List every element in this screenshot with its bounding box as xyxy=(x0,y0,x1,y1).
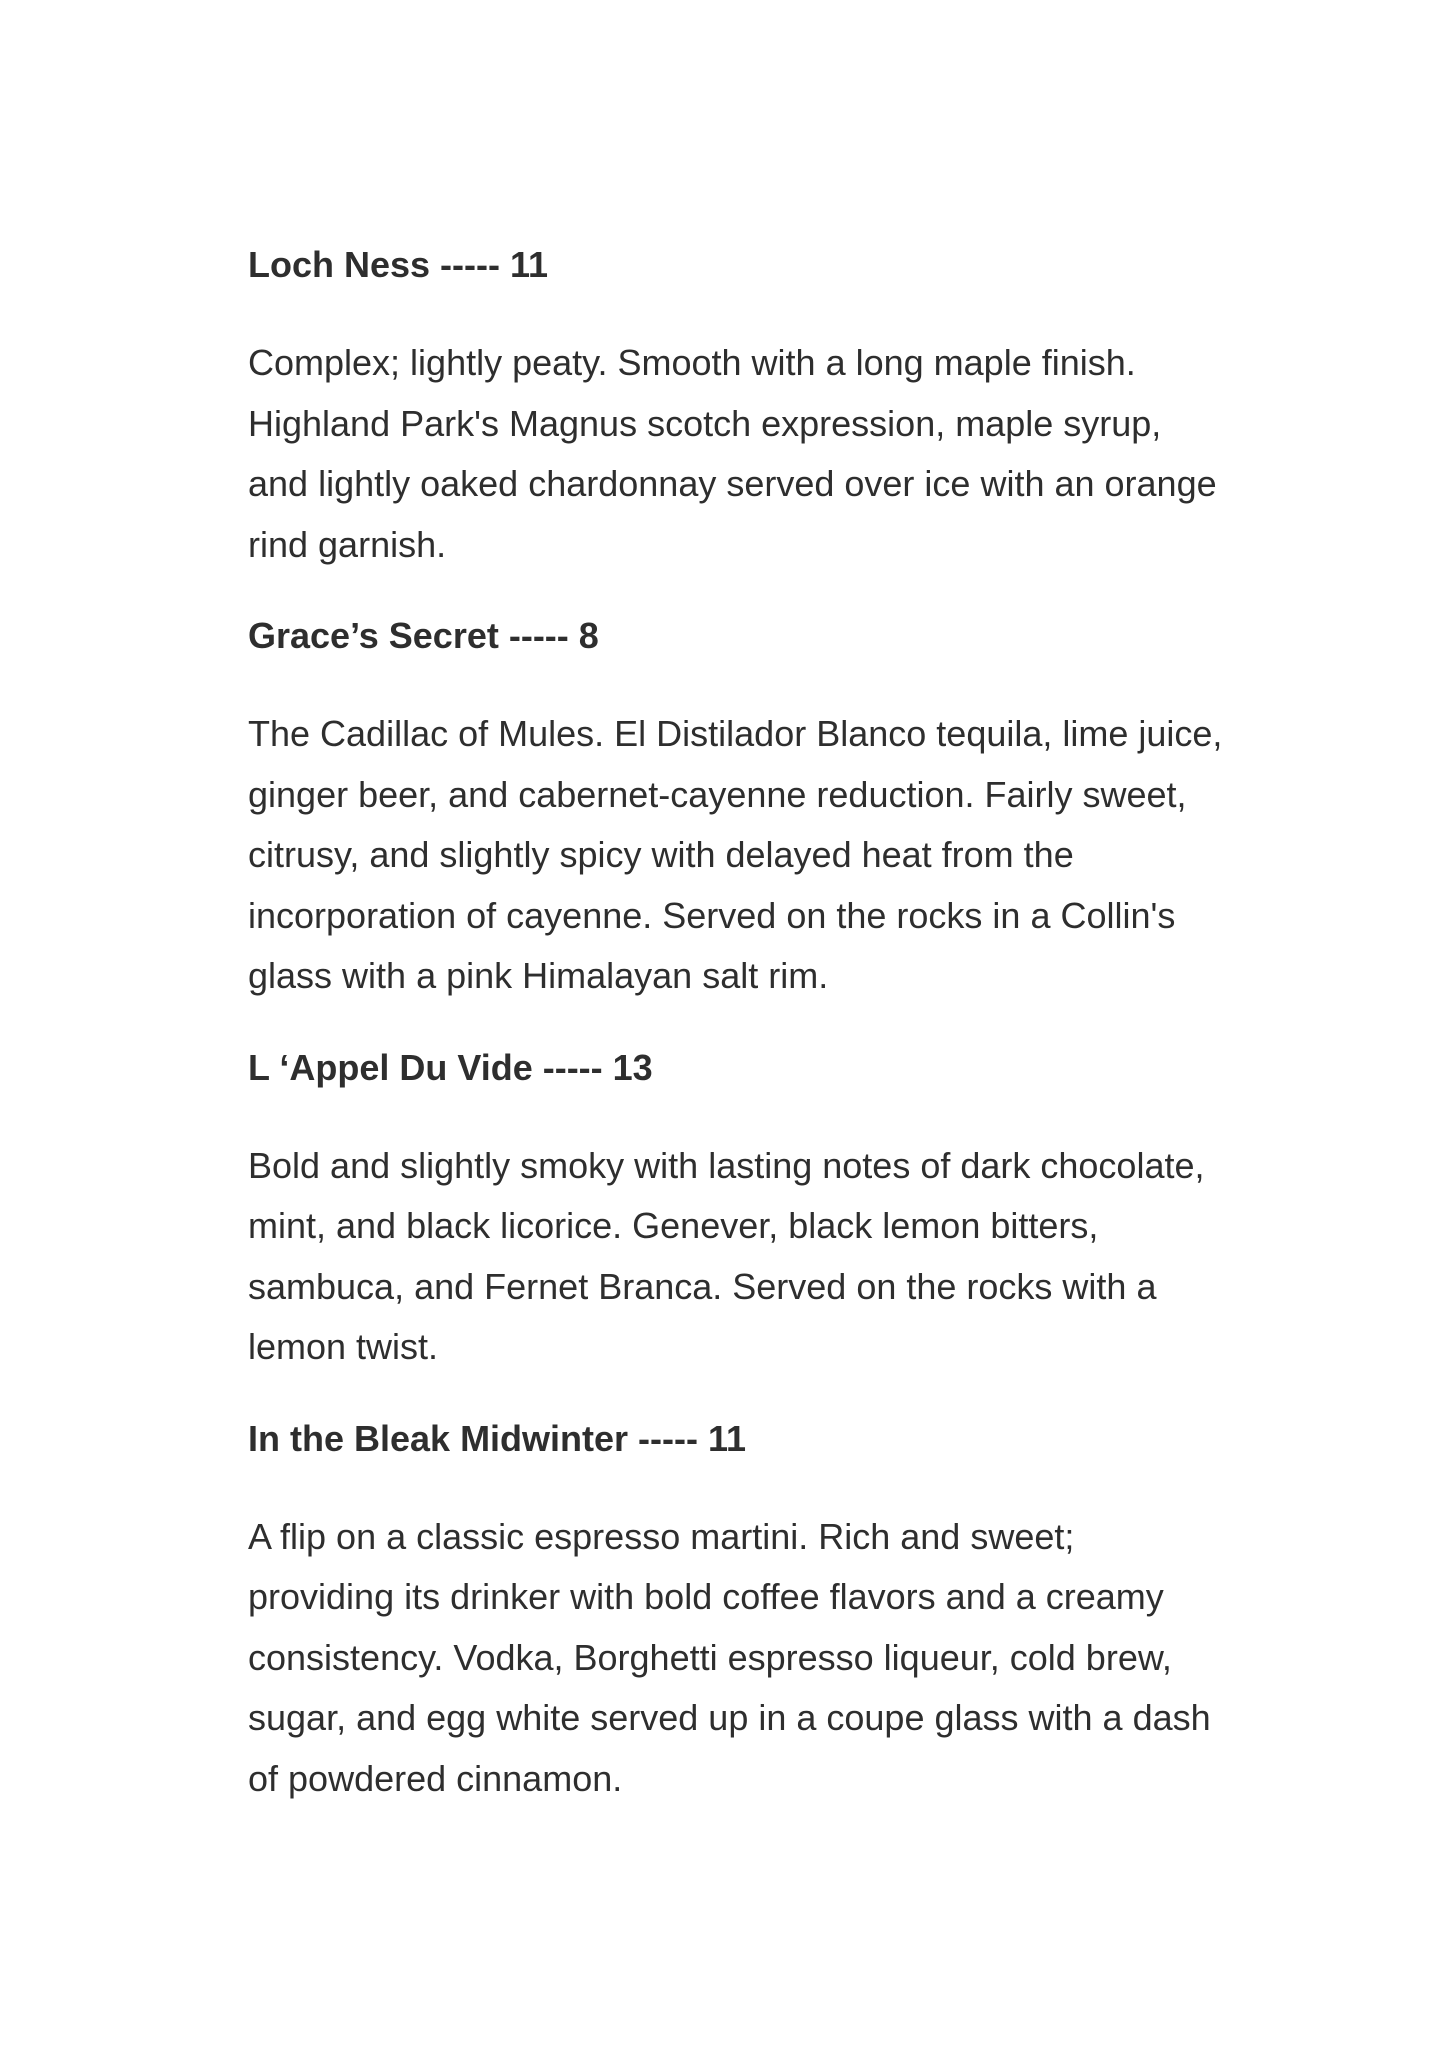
menu-item-description: The Cadillac of Mules. El Distilador Blanco tequila, lime juice, ginger beer, and cabernet-cayenne reduction. Fairly sweet, citrusy, and slightly spicy with delayed heat from the incorporation of cayenne. Served on the rocks in a Collin's glass with a pink Himalayan salt rim. xyxy=(248,713,1223,996)
menu-item-description: Complex; lightly peaty. Smooth with a long maple finish. Highland Park's Magnus scotch expression, maple syrup, and lightly oaked chardonnay served over ice with an orange rind garnish. xyxy=(248,342,1217,565)
menu-item-description: A flip on a classic espresso martini. Rich and sweet; providing its drinker with bold coffee flavors and a creamy consistency. Vodka, Borghetti espresso liqueur, cold brew, sugar, and egg white served up in a coupe glass with a dash of powdered cinnamon. xyxy=(248,1515,1211,1799)
menu-item-title: Loch Ness ----- 11 xyxy=(248,244,549,285)
cocktail-menu xyxy=(248,238,1228,1843)
menu-item-title: Grace’s Secret ----- 8 xyxy=(248,615,599,656)
menu-item-loch-ness xyxy=(248,238,1228,575)
menu-item-lappel-du-vide xyxy=(248,1041,1228,1378)
menu-item-description: Bold and slightly smoky with lasting notes of dark chocolate, mint, and black licorice. Genever, black lemon bitters, sambuca, and Fernet Branca. Served on the rocks with a lemon twist. xyxy=(248,1144,1205,1367)
menu-item-title: L ‘Appel Du Vide ----- 13 xyxy=(248,1046,653,1088)
menu-item-bleak-midwinter xyxy=(248,1412,1228,1810)
menu-item-graces-secret xyxy=(248,609,1228,1007)
menu-item-title: In the Bleak Midwinter ----- 11 xyxy=(248,1417,747,1459)
